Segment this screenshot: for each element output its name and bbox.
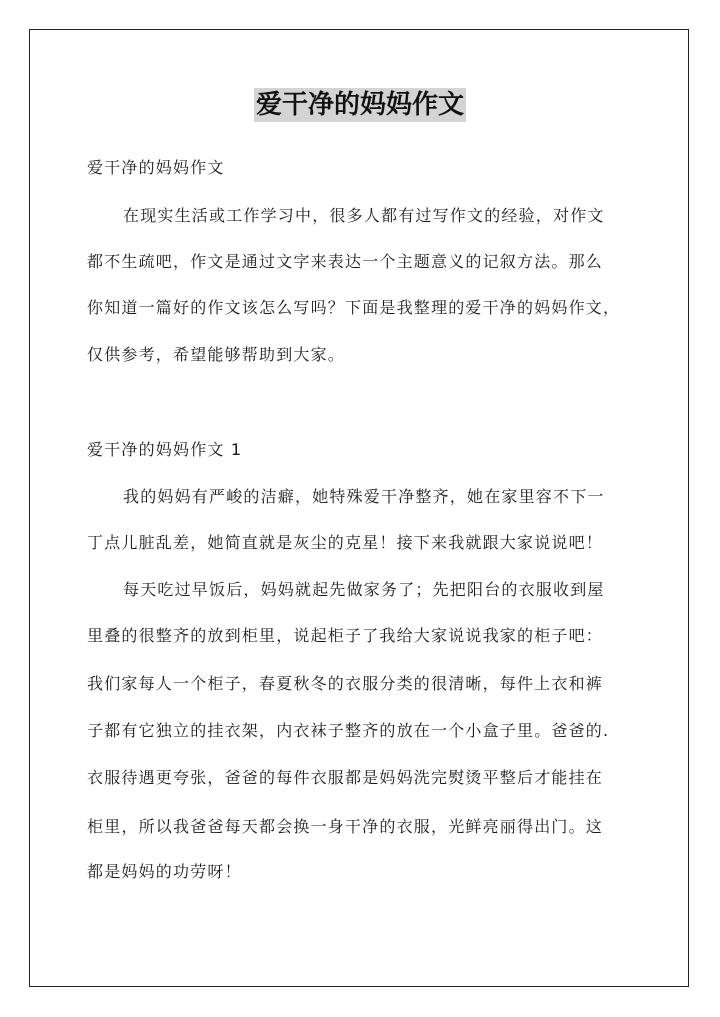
section-heading: 爱干净的妈妈作文 1 bbox=[87, 440, 243, 459]
paragraph-line: 你知道一篇好的作文该怎么写吗？下面是我整理的爱干净的妈妈作文， bbox=[87, 298, 621, 317]
section-heading: 爱干净的妈妈作文 bbox=[87, 158, 225, 177]
paragraph-line: 我的妈妈有严峻的洁癖，她特殊爱干净整齐，她在家里容不下一 bbox=[123, 487, 605, 506]
paragraph-line: 我们家每人一个柜子，春夏秋冬的衣服分类的很清晰，每件上衣和裤 bbox=[87, 674, 604, 693]
paragraph-line: 都是妈妈的功劳呀！ bbox=[87, 862, 242, 881]
paragraph-line: 子都有它独立的挂衣架，内衣袜子整齐的放在一个小盒子里。爸爸的. bbox=[87, 721, 610, 740]
document-title: 爱干净的妈妈作文 bbox=[255, 90, 464, 120]
paragraph-line: 里叠的很整齐的放到柜里，说起柜子了我给大家说说我家的柜子吧： bbox=[87, 626, 604, 645]
paragraph-line: 每天吃过早饭后，妈妈就起先做家务了；先把阳台的衣服收到屋 bbox=[123, 580, 605, 599]
paragraph-line: 衣服待遇更夸张，爸爸的每件衣服都是妈妈洗完熨烫平整后才能挂在 bbox=[87, 768, 604, 787]
paragraph-line: 柜里，所以我爸爸每天都会换一身干净的衣服，光鲜亮丽得出门。这 bbox=[87, 817, 604, 836]
paragraph-line: 仅供参考，希望能够帮助到大家。 bbox=[87, 345, 346, 364]
title-wrap bbox=[0, 88, 720, 122]
paragraph-line: 丁点儿脏乱差，她简直就是灰尘的克星！接下来我就跟大家说说吧！ bbox=[87, 533, 604, 552]
paragraph-line: 在现实生活或工作学习中，很多人都有过写作文的经验，对作文 bbox=[123, 206, 605, 225]
paragraph-line: 都不生疏吧，作文是通过文字来表达一个主题意义的记叙方法。那么 bbox=[87, 252, 604, 271]
